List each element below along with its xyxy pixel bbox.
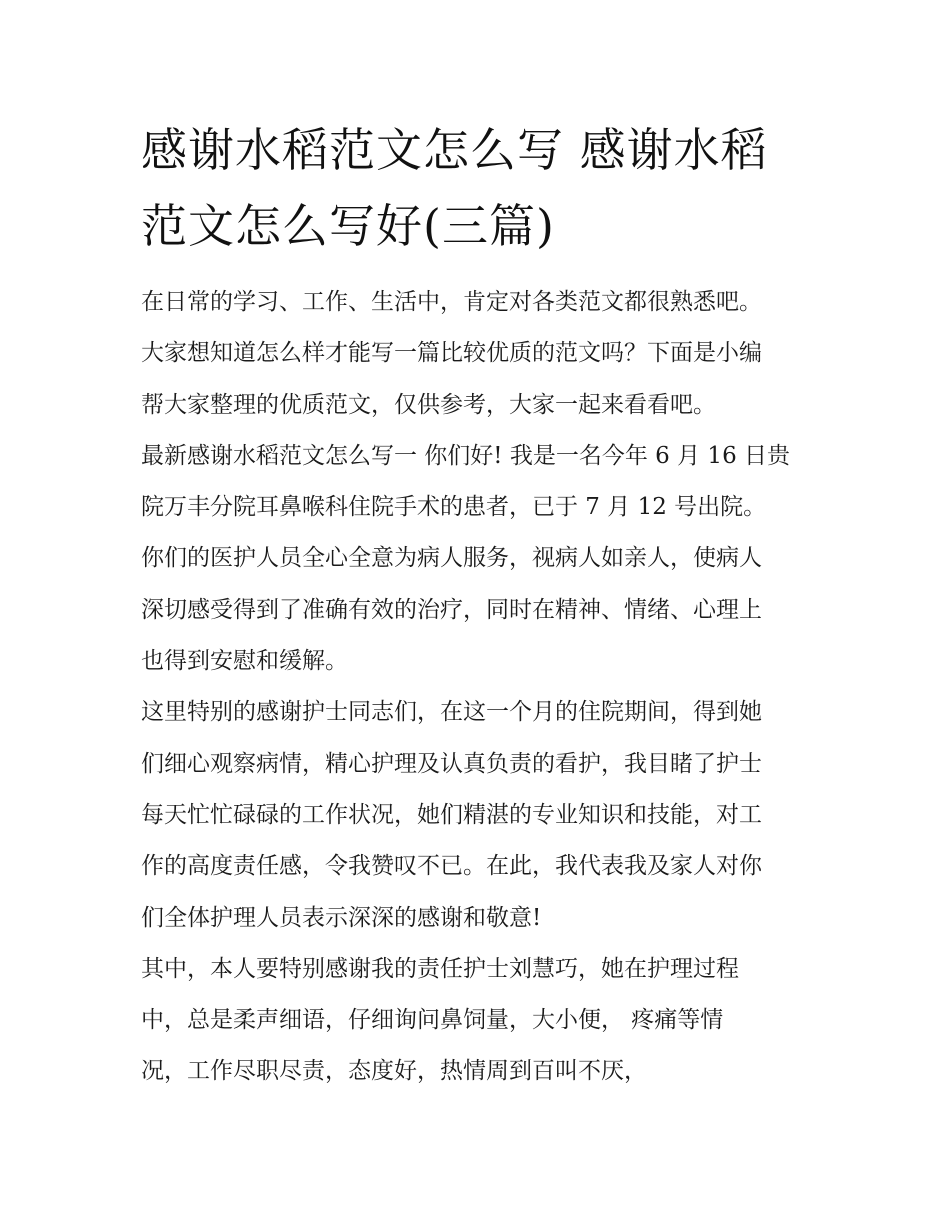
- text-line: 大家想知道怎么样才能写一篇比较优质的范文吗？下面是小编: [141, 340, 762, 367]
- text-line: 这里特别的感谢护士同志们，在这一个月的住院期间，得到她: [141, 699, 762, 726]
- document-title: [141, 112, 821, 264]
- text-line: 院万丰分院耳鼻喉科住院手术的患者，已于 7 月 12 号出院。: [141, 494, 767, 521]
- text-line: 深切感受得到了准确有效的治疗，同时在精神、情绪、心理上: [141, 596, 762, 623]
- text-line: 们细心观察病情，精心护理及认真负责的看护，我目睹了护士: [141, 750, 762, 777]
- paragraph-thanks-specific-nurse: [141, 944, 821, 1098]
- text-line: 们全体护理人员表示深深的感谢和敬意!: [141, 904, 542, 931]
- title-line: 范文怎么写好(三篇): [141, 199, 555, 253]
- text-line: 最新感谢水稻范文怎么写一 你们好! 我是一名今年 6 月 16 日贵: [141, 442, 791, 469]
- text-line: 作的高度责任感，令我赞叹不已。在此，我代表我及家人对你: [141, 853, 762, 880]
- text-line: 也得到安慰和缓解。: [141, 648, 348, 675]
- text-line: 在日常的学习、工作、生活中，肯定对各类范文都很熟悉吧。: [141, 289, 762, 315]
- text-line: 帮大家整理的优质范文，仅供参考，大家一起来看看吧。: [141, 391, 716, 418]
- text-line: 其中，本人要特别感谢我的责任护士刘慧巧，她在护理过程: [141, 955, 739, 982]
- text-line: 每天忙忙碌碌的工作状况，她们精湛的专业知识和技能，对工: [141, 801, 762, 828]
- paragraph-thanks-nurses: [141, 687, 821, 943]
- text-line: 况，工作尽职尽责，态度好，热情周到百叫不厌，: [141, 1058, 647, 1085]
- paragraph-letter-opening: [141, 431, 821, 687]
- paragraph-intro: [141, 277, 821, 431]
- text-line: 你们的医护人员全心全意为病人服务，视病人如亲人，使病人: [141, 545, 762, 572]
- document-body: [141, 277, 821, 1098]
- title-line: 感谢水稻范文怎么写 感谢水稻: [141, 123, 768, 177]
- text-line: 中，总是柔声细语，仔细询问鼻饲量，大小便， 疼痛等情: [141, 1007, 724, 1034]
